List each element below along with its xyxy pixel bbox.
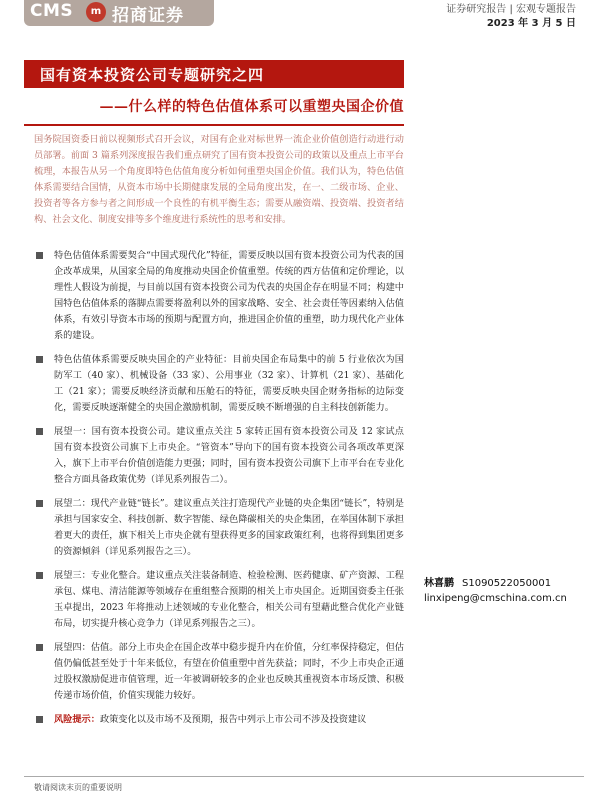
title-bar bbox=[24, 60, 404, 88]
key-point-4 bbox=[34, 496, 404, 560]
key-point-5 bbox=[34, 568, 404, 632]
analyst-certificate: S1090522050001 bbox=[462, 578, 552, 589]
key-points-list bbox=[34, 248, 404, 736]
key-point-text: 展望四：估值。部分上市央企在国企改革中稳步提升内在价值，分红率保持稳定，但估值仍偏低甚至处于十年来低位，有望在价值重塑中首先获益；同时，不少上市央企正通过股权激励促进市值管理，近一年被调研较多的企业也反映其重视资本市场反馈、积极传递市场价值，价值实现能力较好。 bbox=[54, 642, 404, 701]
footer-disclaimer: 敬请阅读末页的重要说明 bbox=[34, 783, 122, 792]
logo-chinese: 招商证券 bbox=[112, 6, 184, 26]
risk-warning bbox=[34, 712, 404, 728]
report-subtitle: ——什么样的特色估值体系可以重塑央国企价值 bbox=[99, 99, 404, 115]
report-date: 2023 年 3 月 5 日 bbox=[486, 18, 576, 29]
risk-warning-label: 风险提示： bbox=[54, 714, 100, 725]
report-type: 证券研究报告 | 宏观专题报告 bbox=[446, 4, 576, 15]
square-bullet-icon bbox=[36, 356, 43, 363]
cms-logo bbox=[24, 0, 214, 26]
square-bullet-icon bbox=[36, 252, 43, 259]
analyst-name: 林喜鹏 bbox=[424, 578, 454, 589]
square-bullet-icon bbox=[36, 716, 43, 723]
square-bullet-icon bbox=[36, 572, 43, 579]
logo-english: CMS bbox=[30, 1, 74, 21]
risk-warning-text: 政策变化以及市场不及预期，报告中列示上市公司不涉及投资建议 bbox=[99, 714, 367, 725]
abstract-paragraph: 国务院国资委日前以视频形式召开会议，对国有企业对标世界一流企业价值创造行动进行动员部署。前面 3 篇系列深度报告我们重点研究了国有资本投资公司的政策以及重点上市平台梳理，本报告从另一个角度即特色估值角度分析如何重塑央国企价值。我们认为，特色估值体系需要结合国情，从资本市场中长期健康发展的全局角度出发，在一、二级市场、企业、投资者等各方参与者之间形成一个良性的有机平衡生态；需要从融资端、投资端、投资者结构、社会文化、制度安排等多个维度进行系统性的思考和安排。 bbox=[34, 134, 404, 225]
key-point-text: 特色估值体系需要契合“中国式现代化”特征，需要反映以国有资本投资公司为代表的国企改革成果，从国家全局的角度推动央国企价值重塑。传统的西方估值和定价理论，以理性人假设为前提，与目前以国有资本投资公司为代表的央国企存在明显不同；构建中国特色估值体系的落脚点需要将盈利以外的国家战略、安全、社会责任等因素纳入估值体系，有效引导资本市场的预期与配置方向，推进国企价值的重塑，助力现代化产业体系的建设。 bbox=[54, 250, 404, 341]
page-header bbox=[0, 0, 600, 38]
key-point-1 bbox=[34, 248, 404, 344]
analyst-email[interactable]: linxipeng@cmschina.com.cn bbox=[424, 593, 567, 604]
key-point-text: 展望二：现代产业链“链长”。建议重点关注打造现代产业链的央企集团“链长”，特别是承担与国家安全、科技创新、数字智能、绿色降碳相关的央企集团，在举国体制下承担着更大的责任，旗下相关上市央企就有望获得更多的国家政策红利，也将得到集团更多的资源倾斜（详见系列报告之三）。 bbox=[54, 498, 404, 557]
key-point-6 bbox=[34, 640, 404, 704]
key-point-2 bbox=[34, 352, 404, 416]
key-point-3 bbox=[34, 424, 404, 488]
footer-divider bbox=[24, 776, 584, 777]
report-title: 国有资本投资公司专题研究之四 bbox=[40, 66, 265, 84]
square-bullet-icon bbox=[36, 644, 43, 651]
key-point-text: 特色估值体系需要反映央国企的产业特征：目前央国企布局集中的前 5 行业依次为国防军工（40 家）、机械设备（33 家）、公用事业（32 家）、计算机（21 家）、基础化工（21 家）；需要反映经济贡献和压舱石的特征，需要反映央国企财务指标的边际变化，需要反映逐渐健全的央国企激励机制，需要反映不断增强的自主科技创新能力。 bbox=[54, 354, 404, 413]
key-point-text: 展望三：专业化整合。建议重点关注装备制造、检验检测、医药健康、矿产资源、工程承包、煤电、清洁能源等领域存在重组整合预期的相关上市央国企。近期国资委主任张玉卓提出，2023 年将推动上述领域的专业化整合，相关公司有望藉此整合优化产业链布局，切实提升核心竞争力（详见系列报告之三）。 bbox=[54, 570, 404, 629]
title-divider bbox=[24, 124, 404, 126]
analyst-info bbox=[424, 574, 594, 604]
logo-seal-icon: m bbox=[86, 2, 106, 22]
square-bullet-icon bbox=[36, 428, 43, 435]
key-point-text: 展望一：国有资本投资公司。建议重点关注 5 家转正国有资本投资公司及 12 家试点国有资本投资公司旗下上市央企。“管资本”导向下的国有资本投资公司各项改革更深入，旗下上市平台价值创造能力更强；同时，国有资本投资公司旗下上市平台在专业化整合方面具备政策优势（详见系列报告二）。 bbox=[54, 426, 404, 485]
square-bullet-icon bbox=[36, 500, 43, 507]
